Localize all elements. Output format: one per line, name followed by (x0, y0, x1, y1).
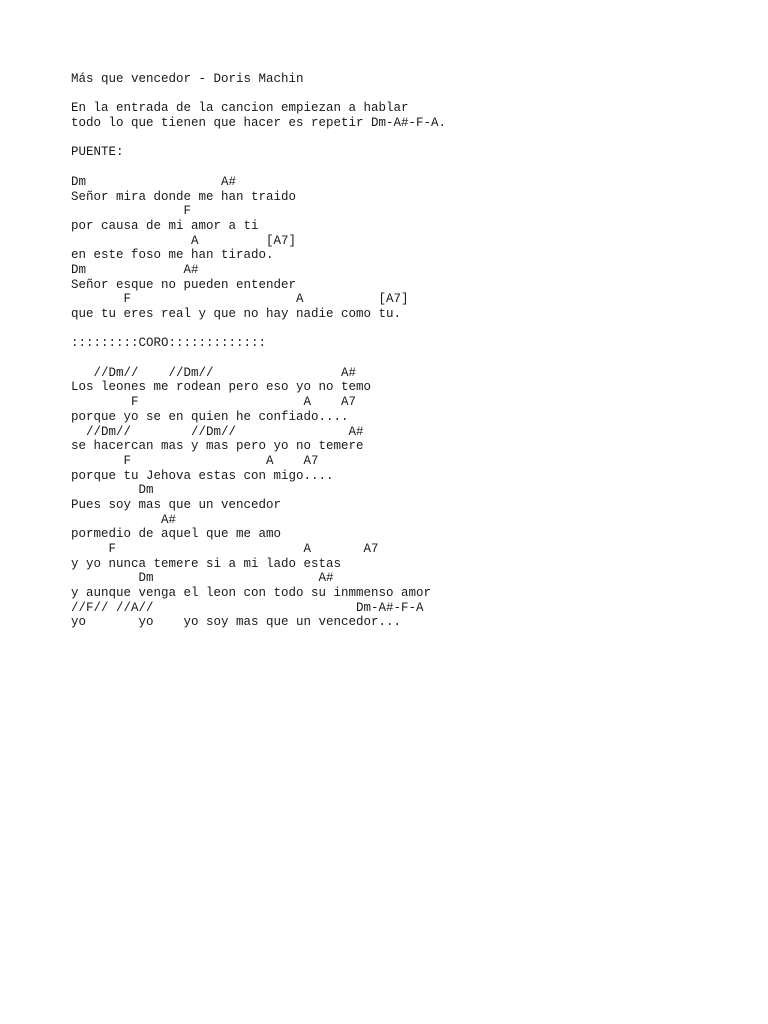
text-line: Señor mira donde me han traido (71, 189, 297, 204)
text-line: y yo nunca temere si a mi lado estas (71, 556, 342, 571)
text-line: Dm A# (71, 571, 334, 586)
text-line: en este foso me han tirado. (71, 248, 274, 263)
text-line: Pues soy mas que un vencedor (71, 497, 282, 512)
text-line: Dm A# (71, 174, 237, 189)
text-line: y aunque venga el leon con todo su inmmenso amor (71, 586, 432, 601)
text-line (71, 322, 751, 337)
text-line: A [A7] (71, 233, 297, 248)
text-line: F A A7 (71, 453, 319, 468)
text-line: yo yo yo soy mas que un vencedor... (71, 615, 402, 630)
text-line: A# (71, 512, 177, 527)
text-line: Más que vencedor - Doris Machin (71, 72, 304, 86)
text-line: F A A7 (71, 395, 357, 410)
text-line: porque tu Jehova estas con migo.... (71, 468, 334, 483)
text-line: Señor esque no pueden entender (71, 277, 297, 292)
text-line: se hacercan mas y mas pero yo no temere (71, 439, 364, 454)
text-line: //F// //A// Dm-A#-F-A (71, 600, 424, 615)
text-line: pormedio de aquel que me amo (71, 527, 282, 542)
text-line: por causa de mi amor a ti (71, 218, 259, 233)
text-line: //Dm// //Dm// A# (71, 424, 364, 439)
text-line: Dm (71, 483, 154, 498)
text-line (71, 87, 751, 102)
text-line: que tu eres real y que no hay nadie como tu. (71, 307, 402, 321)
text-line: En la entrada de la cancion empiezan a hablar (71, 101, 409, 116)
text-line: Dm A# (71, 262, 199, 277)
text-line: //Dm// //Dm// A# (71, 365, 357, 380)
text-line (71, 351, 751, 366)
text-line: F (71, 204, 192, 219)
text-line: F A A7 (71, 542, 379, 556)
text-line (71, 160, 751, 175)
text-line: todo lo que tienen que hacer es repetir Dm-A#-F-A. (71, 116, 447, 131)
text-line: PUENTE: (71, 145, 124, 160)
text-line: porque yo se en quien he confiado.... (71, 409, 349, 424)
text-line: :::::::::CORO::::::::::::: (71, 336, 267, 351)
text-line: Los leones me rodean pero eso yo no temo (71, 380, 372, 395)
lyrics-document (71, 72, 751, 630)
text-line: F A [A7] (71, 292, 409, 307)
text-line (71, 131, 751, 146)
